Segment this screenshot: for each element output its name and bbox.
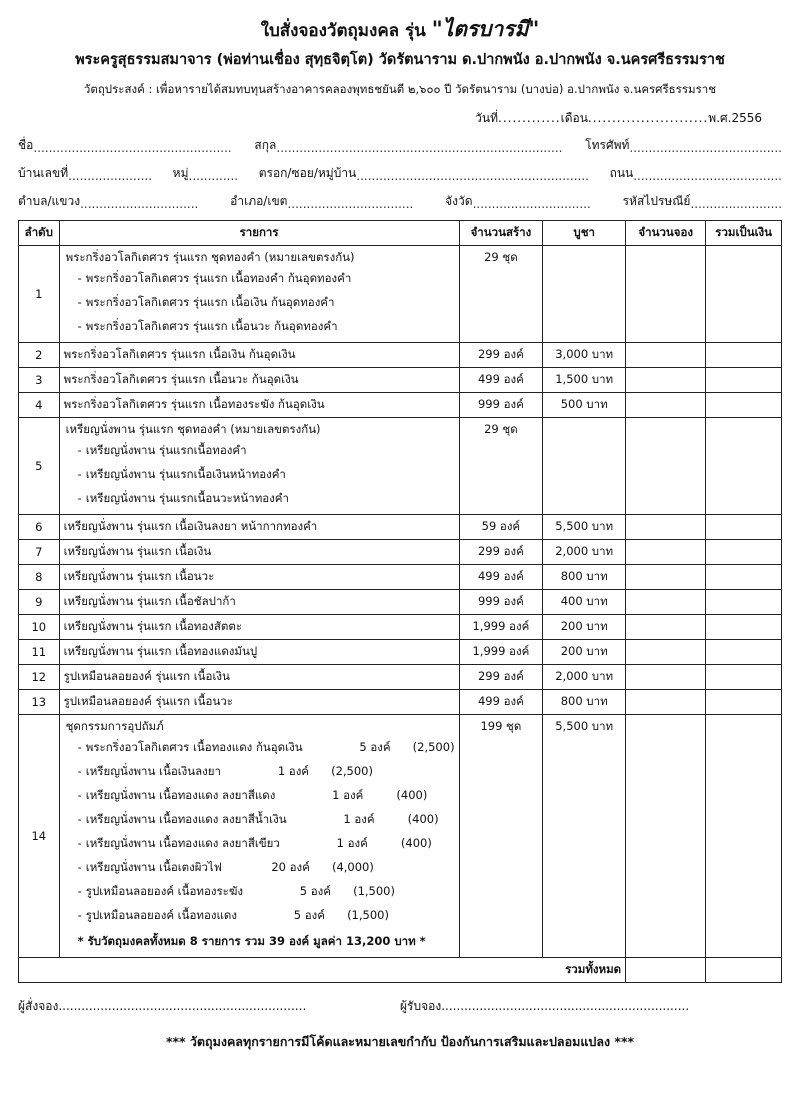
cell-make-count: 499 องค์	[459, 367, 543, 392]
field-moo[interactable]: .............	[188, 168, 239, 183]
cell-line-total[interactable]	[706, 564, 782, 589]
field-soi[interactable]: .............................................................	[356, 168, 589, 183]
cell-line-total[interactable]	[706, 392, 782, 417]
cell-order-qty[interactable]	[626, 342, 706, 367]
label-firstname: ชื่อ	[18, 137, 34, 152]
th-qty: จำนวนจอง	[626, 220, 706, 245]
sub-item-label: เหรียญนั่งพาน รุ่นแรกเนื้อทองคำ	[85, 442, 247, 457]
sub-item-list	[64, 736, 455, 928]
table-row	[19, 367, 782, 392]
sub-item	[64, 267, 455, 291]
table-total-row	[19, 957, 782, 982]
date-year-label: พ.ศ.2556	[708, 110, 762, 125]
sub-item	[64, 463, 455, 487]
title-edition: "ไตรบารมี"	[431, 17, 540, 41]
cell-make-count: 499 องค์	[459, 689, 543, 714]
th-make: จำนวนสร้าง	[459, 220, 543, 245]
table-row	[19, 614, 782, 639]
purpose-line: วัตถุประสงค์ : เพื่อหารายได้สมทบทุนสร้างอาคารคลองพุทธชยันตี ๒,๖๐๐ ปี วัดรัตนาราม (บางบ่อ) อ.ปากพนัง จ.นครศรีธรรมราช	[83, 81, 717, 96]
cell-make-count: 999 องค์	[459, 589, 543, 614]
label-province: จังวัด	[445, 193, 473, 208]
cell-order-qty[interactable]	[626, 714, 706, 957]
cell-item: พระกริ่งอวโลกิเตศวร รุ่นแรก เนื้อเงิน ก้นอุดเงิน	[59, 342, 459, 367]
cell-price: 1,500 บาท	[543, 367, 626, 392]
page-title	[18, 16, 782, 43]
field-lastname[interactable]: ...........................................................................	[276, 140, 563, 155]
field-postcode[interactable]: ........................	[690, 196, 783, 211]
cell-make-count: 1,999 องค์	[459, 614, 543, 639]
cell-item: เหรียญนั่งพาน รุ่นแรก เนื้อทองแดงมันปู	[59, 639, 459, 664]
table-row	[19, 714, 782, 957]
cell-order-qty[interactable]	[626, 245, 706, 342]
label-lastname: สกุล	[254, 137, 277, 152]
sub-item-label: เหรียญนั่งพาน เนื้อทองแดง ลงยาสีเขียว	[85, 835, 280, 850]
cell-no: 13	[19, 689, 60, 714]
cell-order-qty[interactable]	[626, 392, 706, 417]
cell-price: 2,000 บาท	[543, 664, 626, 689]
cell-no: 9	[19, 589, 60, 614]
sub-item	[64, 832, 455, 856]
sub-item-price: (2,500)	[412, 739, 455, 754]
date-day-label: วันที่	[475, 110, 499, 125]
table-row	[19, 639, 782, 664]
sub-item-price: (1,500)	[353, 883, 395, 898]
field-road[interactable]: .......................................	[633, 168, 782, 183]
cell-order-qty[interactable]	[626, 417, 706, 514]
cell-make-count: 299 องค์	[459, 539, 543, 564]
sub-item-label: เหรียญนั่งพาน รุ่นแรกเนื้อนวะหน้าทองคำ	[85, 490, 289, 505]
cell-line-total[interactable]	[706, 664, 782, 689]
field-phone[interactable]: ........................................	[629, 140, 782, 155]
dash-bullet: -	[77, 490, 82, 505]
dash-bullet: -	[77, 763, 82, 778]
field-firstname[interactable]: ....................................................	[33, 140, 232, 155]
cell-make-count: 1,999 องค์	[459, 639, 543, 664]
sub-item	[64, 904, 455, 928]
cell-price: 3,000 บาท	[543, 342, 626, 367]
sub-item-price: (400)	[396, 787, 428, 802]
sub-item-label: เหรียญนั่งพาน เนื้อเตงผิวไฟ	[85, 859, 222, 874]
cell-order-qty[interactable]	[626, 564, 706, 589]
sub-item-label: เหรียญนั่งพาน รุ่นแรกเนื้อเงินหน้าทองคำ	[85, 466, 286, 481]
table-row	[19, 417, 782, 514]
label-district: อำเภอ/เขต	[230, 193, 288, 208]
sub-item-label: พระกริ่งอวโลกิเตศวร รุ่นแรก เนื้อนวะ ก้นอุดทองคำ	[85, 318, 338, 333]
sub-item-qty: 5 องค์	[293, 907, 325, 922]
sub-item-label: พระกริ่งอวโลกิเตศวร รุ่นแรก เนื้อทองคำ ก้นอุดทองคำ	[85, 270, 352, 285]
dash-bullet: -	[77, 442, 82, 457]
item-note: * รับวัตถุมงคลทั้งหมด 8 รายการ รวม 39 องค์ มูลค่า 13,200 บาท *	[77, 933, 426, 948]
table-header-row	[19, 220, 782, 245]
cell-item: เหรียญนั่งพาน รุ่นแรก เนื้อเงินลงยา หน้ากากทองคำ	[59, 514, 459, 539]
dash-bullet: -	[77, 907, 82, 922]
cell-item: เหรียญนั่งพาน รุ่นแรก เนื้อทองสัตตะ	[59, 614, 459, 639]
sub-item-label: พระกริ่งอวโลกิเตศวร เนื้อทองแดง ก้นอุดเงิน	[85, 739, 303, 754]
cell-line-total[interactable]	[706, 589, 782, 614]
sub-item-qty: 5 องค์	[359, 739, 391, 754]
field-house-no[interactable]: ......................	[68, 168, 153, 183]
cell-price: 500 บาท	[543, 392, 626, 417]
signature-row	[18, 997, 782, 1016]
total-qty-cell[interactable]	[626, 957, 706, 982]
cell-line-total[interactable]	[706, 639, 782, 664]
cell-line-total[interactable]	[706, 614, 782, 639]
signature-orderer[interactable]: ผู้สั่งจอง.................................................................	[18, 998, 307, 1013]
label-road: ถนน	[609, 165, 634, 180]
cell-line-total[interactable]	[706, 367, 782, 392]
sub-item-qty: 1 องค์	[343, 811, 375, 826]
sub-item-qty: 20 องค์	[271, 859, 310, 874]
cell-no: 14	[19, 714, 60, 957]
cell-price: 5,500 บาท	[543, 514, 626, 539]
total-amount-cell[interactable]	[706, 957, 782, 982]
label-moo: หมู่	[172, 165, 189, 180]
sub-item-qty: 1 องค์	[277, 763, 309, 778]
th-price: บูชา	[543, 220, 626, 245]
sub-item	[64, 291, 455, 315]
table-row	[19, 689, 782, 714]
item-title: ชุดกรรมการอุปถัมภ์	[65, 718, 164, 733]
sub-item	[64, 315, 455, 339]
sub-item-label: รูปเหมือนลอยองค์ เนื้อทองระฆัง	[85, 883, 243, 898]
cell-line-total[interactable]	[706, 342, 782, 367]
cell-price	[543, 417, 626, 514]
sub-item-label: รูปเหมือนลอยองค์ เนื้อทองแดง	[85, 907, 237, 922]
date-month-field[interactable]: .........................	[587, 110, 709, 125]
cell-order-qty[interactable]	[626, 539, 706, 564]
label-soi: ตรอก/ซอย/หมู่บ้าน	[258, 165, 357, 180]
sub-item-qty: 1 องค์	[336, 835, 368, 850]
table-row	[19, 392, 782, 417]
cell-item: รูปเหมือนลอยองค์ รุ่นแรก เนื้อนวะ	[59, 689, 459, 714]
label-postcode: รหัสไปรษณีย์	[622, 193, 691, 208]
sub-item-price: (400)	[400, 835, 432, 850]
sub-item-list	[64, 267, 455, 339]
dash-bullet: -	[77, 835, 82, 850]
sub-item-qty: 1 องค์	[332, 787, 364, 802]
cell-price: 800 บาท	[543, 689, 626, 714]
cell-make-count: 29 ชุด	[459, 245, 543, 342]
th-sum: รวมเป็นเงิน	[706, 220, 782, 245]
cell-price: 800 บาท	[543, 564, 626, 589]
order-table	[18, 220, 782, 983]
label-phone: โทรศัพท์	[585, 137, 630, 152]
field-province[interactable]: ...............................	[472, 196, 591, 211]
sub-item-price: (4,000)	[331, 859, 374, 874]
cell-line-total[interactable]	[706, 417, 782, 514]
dash-bullet: -	[77, 883, 82, 898]
sub-item-list	[64, 439, 455, 511]
cell-price	[543, 245, 626, 342]
cell-order-qty[interactable]	[626, 589, 706, 614]
cell-item: เหรียญนั่งพาน รุ่นแรก เนื้อชัลปาก้า	[59, 589, 459, 614]
sub-item	[64, 760, 455, 784]
cell-no: 11	[19, 639, 60, 664]
cell-order-qty[interactable]	[626, 664, 706, 689]
cell-order-qty[interactable]	[626, 514, 706, 539]
cell-price: 5,500 บาท	[543, 714, 626, 957]
label-house-no: บ้านเลขที่	[18, 165, 69, 180]
cell-item: รูปเหมือนลอยองค์ รุ่นแรก เนื้อเงิน	[59, 664, 459, 689]
title-prefix: ใบสั่งจองวัตถุมงคล รุ่น	[260, 21, 432, 41]
cell-item: พระกริ่งอวโลกิเตศวร รุ่นแรก เนื้อนวะ ก้นอุดเงิน	[59, 367, 459, 392]
sub-item	[64, 784, 455, 808]
cell-item: เหรียญนั่งพาน รุ่นแรก เนื้อเงิน	[59, 539, 459, 564]
table-row	[19, 245, 782, 342]
sub-item-label: พระกริ่งอวโลกิเตศวร รุ่นแรก เนื้อเงิน ก้นอุดทองคำ	[85, 294, 335, 309]
cell-no: 7	[19, 539, 60, 564]
cell-order-qty[interactable]	[626, 367, 706, 392]
cell-no: 8	[19, 564, 60, 589]
cell-no: 3	[19, 367, 60, 392]
cell-make-count: 299 องค์	[459, 664, 543, 689]
cell-make-count: 499 องค์	[459, 564, 543, 589]
table-row	[19, 539, 782, 564]
label-subdistrict: ตำบล/แขวง	[18, 193, 81, 208]
th-no: ลำดับ	[19, 220, 60, 245]
dash-bullet: -	[77, 859, 82, 874]
th-item: รายการ	[59, 220, 459, 245]
dash-bullet: -	[77, 294, 82, 309]
sub-item	[64, 736, 455, 760]
dash-bullet: -	[77, 318, 82, 333]
cell-item	[59, 714, 459, 957]
field-subdistrict[interactable]: ...............................	[80, 196, 199, 211]
cell-no: 10	[19, 614, 60, 639]
sub-item-price: (1,500)	[347, 907, 389, 922]
total-label: รวมทั้งหมด	[19, 957, 626, 982]
cell-make-count: 199 ชุด	[459, 714, 543, 957]
cell-price: 2,000 บาท	[543, 539, 626, 564]
cell-line-total[interactable]	[706, 245, 782, 342]
cell-no: 4	[19, 392, 60, 417]
cell-no: 6	[19, 514, 60, 539]
cell-order-qty[interactable]	[626, 639, 706, 664]
signature-receiver[interactable]: ผู้รับจอง.................................................................	[400, 998, 690, 1013]
temple-subtitle: พระครูสุธรรมสมาจาร (พ่อท่านเชื่อง สุทฺธจิตฺโต) วัดรัตนาราม ด.ปากพนัง อ.ปากพนัง จ.นครศรีธรรมราช	[75, 52, 725, 69]
form-line-name	[18, 136, 782, 155]
sub-item	[64, 808, 455, 832]
sub-item	[64, 439, 455, 463]
cell-price: 400 บาท	[543, 589, 626, 614]
cell-price: 200 บาท	[543, 614, 626, 639]
item-title: เหรียญนั่งพาน รุ่นแรก ชุดทองคำ (หมายเลขตรงกัน)	[65, 421, 321, 436]
date-line	[18, 109, 782, 128]
sub-item-label: เหรียญนั่งพาน เนื้อทองแดง ลงยาสีน้ำเงิน	[85, 811, 287, 826]
cell-order-qty[interactable]	[626, 689, 706, 714]
table-row	[19, 664, 782, 689]
customer-form	[18, 136, 782, 211]
sub-item	[64, 880, 455, 904]
table-row	[19, 514, 782, 539]
table-row	[19, 342, 782, 367]
field-district[interactable]: .................................	[287, 196, 414, 211]
item-title: พระกริ่งอวโลกิเตศวร รุ่นแรก ชุดทองคำ (หมายเลขตรงกัน)	[65, 249, 355, 264]
cell-item: เหรียญนั่งพาน รุ่นแรก เนื้อนวะ	[59, 564, 459, 589]
sub-item-label: เหรียญนั่งพาน เนื้อทองแดง ลงยาสีแดง	[85, 787, 276, 802]
cell-line-total[interactable]	[706, 514, 782, 539]
cell-item	[59, 417, 459, 514]
dash-bullet: -	[77, 811, 82, 826]
cell-no: 1	[19, 245, 60, 342]
cell-make-count: 59 องค์	[459, 514, 543, 539]
dash-bullet: -	[77, 270, 82, 285]
dash-bullet: -	[77, 739, 82, 754]
date-day-field[interactable]: .............	[498, 110, 561, 125]
cell-price: 200 บาท	[543, 639, 626, 664]
cell-no: 5	[19, 417, 60, 514]
dash-bullet: -	[77, 787, 82, 802]
sub-item	[64, 856, 455, 880]
footer-note: *** วัตถุมงคลทุกรายการมีโค้ดและหมายเลขกำกับ ป้องกันการเสริมและปลอมแปลง ***	[165, 1033, 635, 1049]
cell-line-total[interactable]	[706, 689, 782, 714]
table-row	[19, 589, 782, 614]
cell-no: 12	[19, 664, 60, 689]
form-line-address	[18, 164, 782, 183]
sub-item-label: เหรียญนั่งพาน เนื้อเงินลงยา	[85, 763, 221, 778]
cell-line-total[interactable]	[706, 714, 782, 957]
sub-item-qty: 5 องค์	[299, 883, 331, 898]
cell-make-count: 999 องค์	[459, 392, 543, 417]
cell-make-count: 299 องค์	[459, 342, 543, 367]
form-line-district	[18, 192, 782, 211]
cell-make-count: 29 ชุด	[459, 417, 543, 514]
cell-order-qty[interactable]	[626, 614, 706, 639]
cell-item	[59, 245, 459, 342]
dash-bullet: -	[77, 466, 82, 481]
sub-item	[64, 487, 455, 511]
cell-no: 2	[19, 342, 60, 367]
cell-item: พระกริ่งอวโลกิเตศวร รุ่นแรก เนื้อทองระฆัง ก้นอุดเงิน	[59, 392, 459, 417]
sub-item-price: (400)	[407, 811, 439, 826]
table-body	[19, 245, 782, 982]
cell-line-total[interactable]	[706, 539, 782, 564]
sub-item-price: (2,500)	[331, 763, 373, 778]
date-month-label: เดือน	[560, 110, 588, 125]
table-row	[19, 564, 782, 589]
